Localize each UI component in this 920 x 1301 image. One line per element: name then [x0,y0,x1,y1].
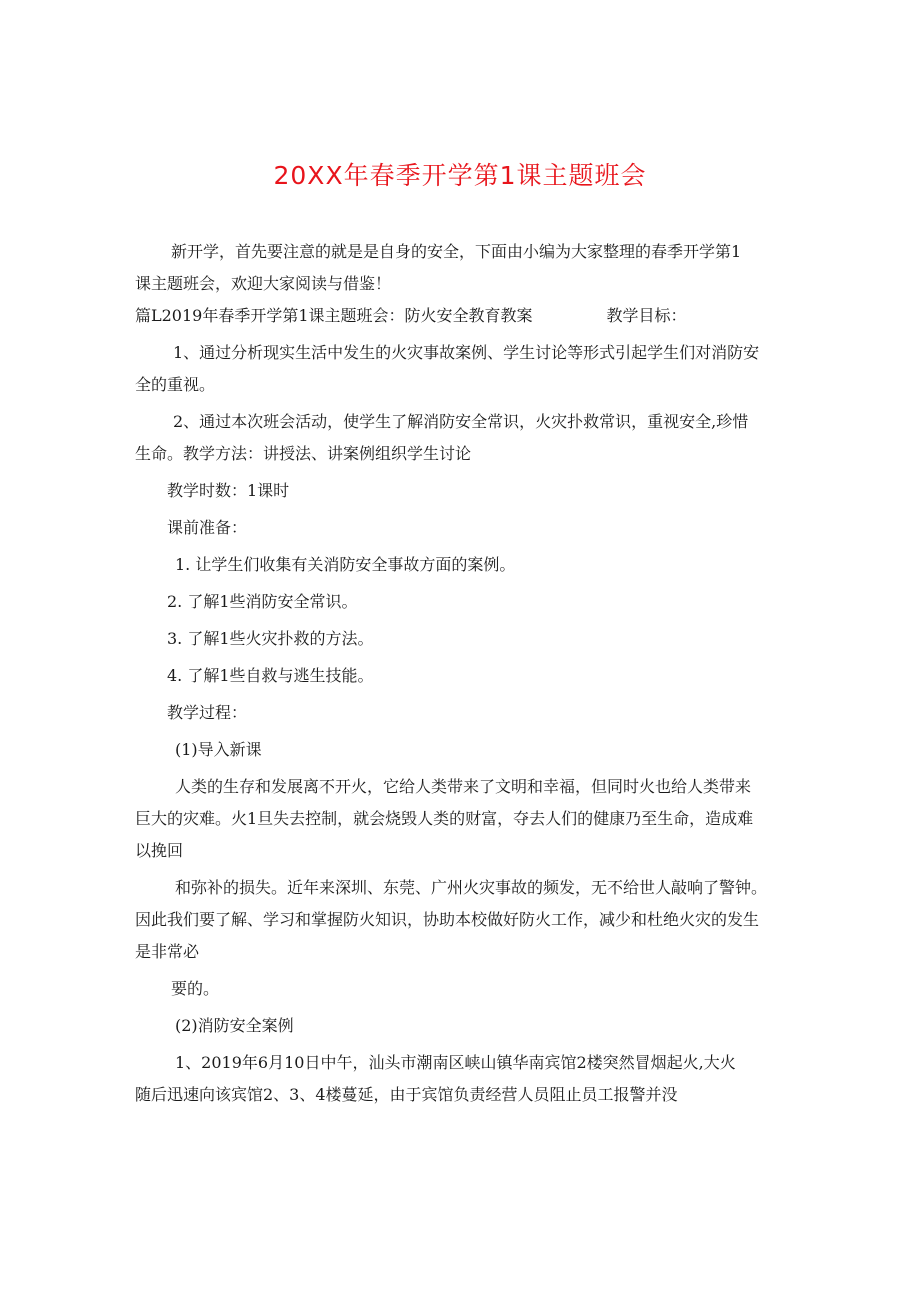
chapter-heading-line [135,300,795,332]
paragraph-line: 1、2019年6月10日中午，汕头市潮南区峡山镇华南宾馆2楼突然冒烟起火,大火 [175,1053,736,1072]
paragraph-line: 课主题班会，欢迎大家阅读与借鉴！ [135,274,392,293]
paragraph-line: 生命。教学方法：讲授法、讲案例组织学生讨论 [135,444,472,463]
paragraph-line: 人类的生存和发展离不开火，它给人类带来了文明和幸福，但同时火也给人类带来 [175,777,752,796]
list-item: 1. 让学生们收集有关消防安全事故方面的案例。 [175,555,516,574]
paragraph-line: 和弥补的损失。近年来深圳、东莞、广州火灾事故的频发，无不给世人敲响了警钟。 [175,878,768,897]
teaching-goals-label: 教学目标： [606,306,687,325]
paragraph-line: 要的。 [171,979,220,998]
paragraph-line: 全的重视。 [135,375,216,394]
paragraph-line: 随后迅速向该宾馆2、3、4楼蔓延，由于宾馆负责经营人员阻止员工报警并没 [135,1085,678,1104]
paragraph-line: 教学时数：1课时 [167,481,290,500]
paragraph-line: 2、通过本次班会活动，使学生了解消防安全常识，火灾扑救常识，重视安全,珍惜 [173,412,749,431]
paragraph-line: 1、通过分析现实生活中发生的火灾事故案例、学生讨论等形式引起学生们对消防安 [173,343,760,362]
paragraph-line: 新开学，首先要注意的就是是自身的安全，下面由小编为大家整理的春季开学第1 [171,242,742,261]
document-title: 20XX年春季开学第1课主题班会 [273,161,647,190]
list-item: 3. 了解1些火灾扑救的方法。 [167,629,374,648]
list-item: 4. 了解1些自救与逃生技能。 [167,666,374,685]
document-body [135,236,795,1111]
paragraph-line: 巨大的灾难。火1旦失去控制，就会烧毁人类的财富，夺去人们的健康乃至生命，造成难 [135,809,754,828]
section-heading: (1)导入新课 [175,740,262,759]
section-heading: (2)消防安全案例 [175,1016,294,1035]
paragraph-line: 课前准备： [167,518,248,537]
paragraph-line: 是非常必 [135,942,200,961]
paragraph-line: 以挽回 [135,841,184,860]
paragraph-line: 因此我们要了解、学习和掌握防火知识，协助本校做好防火工作，减少和杜绝火灾的发生 [135,910,760,929]
paragraph-line: 教学过程： [167,703,248,722]
chapter-title: 篇L2019年春季开学第1课主题班会：防火安全教育教案 [135,306,533,325]
list-item: 2. 了解1些消防安全常识。 [167,592,358,611]
